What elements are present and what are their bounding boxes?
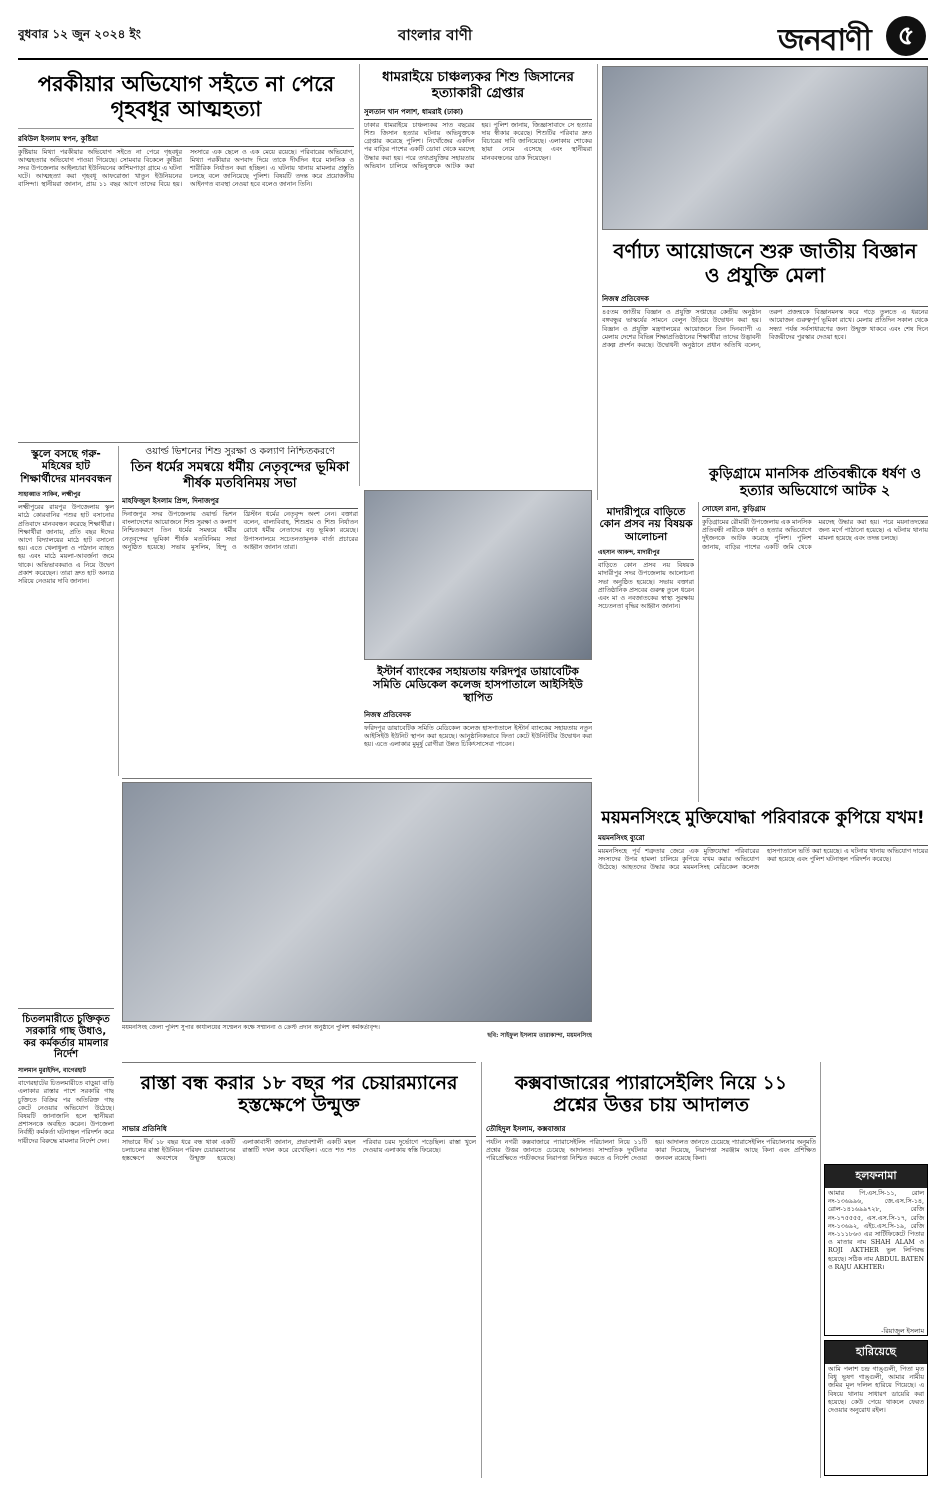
byline: ময়মনসিংহ ব্যুরো xyxy=(598,832,928,846)
byline: তৌহিদুল ইসলাম, কক্সবাজার xyxy=(486,1123,816,1137)
article-mymensingh xyxy=(598,806,928,1056)
byline: এহসান আকন্দ, মাদারীপুর xyxy=(598,547,694,560)
article-body: ঢাকার ধামরাইয়ে চাঞ্চল্যকর সাত বছরের শিশু জিসান হত্যার ঘটনায় অভিযুক্তকে গ্রেপ্তার করেছে পুলিশ। নিখোঁজের একদিন পর বাড়ির পাশের একটি ডোবা থেকে মরদেহ উদ্ধার করা হয়। পরে তথ্যপ্রযুক্তির সহায়তায় অভিযান চালিয়ে অভিযুক্তকে আটক করা হয়। পুলিশ জানায়, জিজ্ঞাসাবাদে সে হত্যার দায় স্বীকার করেছে। শিশুটির পরিবার দ্রুত বিচারের দাবি জানিয়েছে। এলাকায় শোকের ছায়া নেমে এসেছে এবং স্থানীয়রা মানববন্ধনের ডাক দিয়েছেন। xyxy=(364,121,592,170)
headline: ময়মনসিংহে মুক্তিযোদ্ধা পরিবারকে কুপিয়ে যখম! xyxy=(601,808,925,828)
affidavit-body: আমার পি.এস.সি-১১, রোল নং-১৩৬৯৯৬, জে.এস.সি-১৪, রোল-১৪১৬৯৯৭২৮, রেজি নং-১৭৫৫৫৫, এস.এস.সি-১৭, রেজি নং-১৩৬৯২, এইচ.এস.সি-১৯, রেজি নং-১১১৮৬৩ এর সার্টিফিকেটে পিতার ও মাতার নাম SHAH ALAM ও ROJI AKTHER ভুল লিপিবদ্ধ হয়েছে। সঠিক নাম ABDUL BATEN ও RAJU AKHTER। xyxy=(828,1190,924,1271)
article-body: বাড়িতে কোন প্রসব নয় বিষয়ক মাদারীপুর সদর উপজেলায় আলোচনা সভা অনুষ্ঠিত হয়েছে। সভায় বক্তারা প্রাতিষ্ঠানিক প্রসবের গুরুত্ব তুলে ধরেন এবং মা ও নবজাতকের স্বাস্থ্য সুরক্ষায় সচেতনতা বৃদ্ধির আহ্বান জানান। xyxy=(598,562,694,611)
article-body: ফরিদপুর ডায়াবেটিক সমিতি মেডিকেল কলেজ হাসপাতালে ইস্টার্ন ব্যাংকের সহায়তায় নতুন আইসিইউ ইউনিট স্থাপন করা হয়েছে। আনুষ্ঠানিকভাবে ফিতা কেটে ইউনিটটির উদ্বোধন করা হয়। এতে এলাকার মুমূর্ষু রোগীরা উন্নত চিকিৎসাসেবা পাবেন। xyxy=(364,724,592,749)
article-world-vision xyxy=(122,446,358,776)
headline: বর্ণাঢ্য আয়োজনে শুরু জাতীয় বিজ্ঞান ও প্রযুক্তি মেলা xyxy=(613,239,917,287)
headline: ইস্টার্ন ব্যাংকের সহায়তায় ফরিদপুর ডায়াবেটিক সমিতি মেডিকেল কলেজ হাসপাতালে আইসিইউ স্থাপিত xyxy=(373,665,583,704)
article-body: কুষ্টিয়ায় মিথ্যা পরকীয়ার অভিযোগ সইতে না পেরে গৃহবধূর আত্মহত্যার অভিযোগ পাওয়া গিয়েছে। সোমবার বিকেলে কুষ্টিয়া সদর উপজেলার আইলচারা ইউনিয়নের কাশিমপাড়া গ্রামে এ ঘটনা ঘটে। আত্মহত্যা করা গৃহবধূ আফরোজা খাতুন ইউনিয়নের বাসিন্দা। স্থানীয়রা জানান, প্রায় ১১ বছর আগে তাদের বিয়ে হয়। সংসারে এক ছেলে ও এক মেয়ে রয়েছে। পরিবারের অভিযোগ, মিথ্যা পরকীয়ার অপবাদ দিয়ে তাকে দীর্ঘদিন ধরে মানসিক ও শারীরিক নির্যাতন করা হচ্ছিল। এ ঘটনায় থানায় মামলার প্রস্তুতি চলছে বলে জানিয়েছে পুলিশ। বিষয়টি তদন্ত করে প্রয়োজনীয় আইনগত ব্যবস্থা নেওয়া হবে বলেও জানান তিনি। xyxy=(18,148,354,189)
science-fair-photo xyxy=(602,66,928,230)
article-body: দিনাজপুর সদর উপজেলায় ওয়ার্ল্ড ভিশন বাংলাদেশের আয়োজনে শিশু সুরক্ষা ও কল্যাণ নিশ্চিতকরণে তিন ধর্মের সমন্বয়ে ধর্মীয় নেতৃবৃন্দের ভূমিকা শীর্ষক মতবিনিময় সভা অনুষ্ঠিত হয়েছে। সভায় মুসলিম, হিন্দু ও খ্রিস্টান ধর্মের নেতৃবৃন্দ অংশ নেন। বক্তারা বলেন, বাল্যবিবাহ, শিশুশ্রম ও শিশু নির্যাতন রোধে ধর্মীয় নেতাদের বড় ভূমিকা রয়েছে। উপাসনালয়ে সচেতনতামূলক বার্তা প্রচারের আহ্বান জানান তারা। xyxy=(122,511,358,551)
photo-credit: ছবি: সাইফুল ইসলাম তারাকান্দা, ময়মনসিংহ xyxy=(487,1031,592,1039)
article-body: পর্যটন নগরী কক্সবাজারে প্যারাসেইলিং পরিচালনা নিয়ে ১১টি প্রশ্নের উত্তর জানতে চেয়েছে আদালত। সাম্প্রতিক দুর্ঘটনার পরিপ্রেক্ষিতে পর্যটকদের নিরাপত্তা নিশ্চিত করতে এ নির্দেশ দেওয়া হয়। আদালত জানতে চেয়েছে প্যারাসেইলিং পরিচালনার অনুমতি কারা দিয়েছে, নিরাপত্তা সরঞ্জাম আছে কিনা এবং প্রশিক্ষিত জনবল রয়েছে কিনা। xyxy=(486,1138,816,1163)
headline: তিন ধর্মের সমন্বয়ে ধর্মীয় নেতৃবৃন্দের ভূমিকা শীর্ষক মতবিনিময় সভা xyxy=(130,460,350,491)
byline: মাহফিজুল ইসলাম প্রিন্স, দিনাজপুর xyxy=(122,495,358,509)
article-savar-road xyxy=(122,1066,476,1478)
headline: পরকীয়ার অভিযোগ সইতে না পেরে গৃহবধূর আত্মহত্যা xyxy=(18,64,354,129)
lost-body: আমি পলাশ চন্দ্র গাঙ্গুলী, পিতা মৃত বিধু ভূষণ গাঙ্গুলী, আমার নামীয় জমির মূল দলিল হারিয়ে গিয়েছে। এ বিষয়ে থানায় সাধারণ ডায়েরি করা হয়েছে। কেউ পেয়ে থাকলে ফেরত দেওয়ার অনুরোধ রইল। xyxy=(828,1366,924,1415)
kicker: ওয়ার্ল্ড ভিশনের শিশু সুরক্ষা ও কল্যাণ নিশ্চিতকরণে xyxy=(145,446,335,457)
police-photo-caption-box xyxy=(122,1024,592,1060)
masthead-rule xyxy=(18,58,928,60)
article-kurigram xyxy=(702,462,928,802)
icu-photo xyxy=(364,490,592,660)
headline: চিতলমারীতে চুক্তিকৃত সরকারি গাছ উধাও, কর কর্মকর্তার মামলার নির্দেশ xyxy=(22,1014,110,1061)
headline: স্কুলে বসছে গরু-মহিষের হাট শিক্ষার্থীদের মানববন্ধন xyxy=(20,448,112,485)
photo-caption: ময়মনসিংহ জেলা পুলিশ সুপার কার্যালয়ের সম্মেলন কক্ষে সম্মাননা ও ক্রেস্ট প্রদান অনুষ্ঠানে পুলিশ কর্মকর্তাবৃন্দ। xyxy=(122,1024,380,1031)
byline: রবিউল ইসলাম স্বপন, কুষ্টিয়া xyxy=(18,133,354,147)
article-icu xyxy=(364,662,592,770)
byline: নিজস্ব প্রতিবেদক xyxy=(602,293,928,307)
police-ceremony-photo xyxy=(122,782,592,1022)
affidavit-notice xyxy=(824,1164,928,1336)
byline: সালমান মুরাইদিন, বাগেরহাট xyxy=(18,1065,114,1078)
byline: নিজস্ব প্রতিবেদক xyxy=(364,709,592,723)
article-body: বাগেরহাটের চিতলমারীতে বাড়ুয়া বাড়ি এলাকার রাস্তার পাশে সরকারি গাছ চুক্তিতে বিক্রির পর অতিরিক্ত গাছ কেটে নেওয়ার অভিযোগ উঠেছে। বিষয়টি জানাজানি হলে স্থানীয়রা প্রশাসনকে অবহিত করেন। উপজেলা নির্বাহী কর্মকর্তা ঘটনাস্থল পরিদর্শন করে দায়ীদের বিরুদ্ধে মামলার নির্দেশ দেন। xyxy=(18,1080,114,1145)
masthead-date: বুধবার ১২ জুন ২০২৪ ইং xyxy=(18,27,141,41)
article-dhamrai xyxy=(364,64,592,484)
paper-logo: জনবাণী xyxy=(778,23,871,58)
headline: রাস্তা বন্ধ করার ১৮ বছর পর চেয়ারম্যানের হস্তক্ষেপে উন্মুক্ত xyxy=(140,1072,458,1117)
headline: কুড়িগ্রামে মানসিক প্রতিবন্ধীকে ধর্ষণ ও হত্যার অভিযোগে আটক ২ xyxy=(708,466,922,499)
article-body: লক্ষ্মীপুরের রায়পুর উপজেলায় স্কুল মাঠে কোরবানির পশুর হাট বসানোর প্রতিবাদে মানববন্ধন করেছে শিক্ষার্থীরা। শিক্ষার্থীরা জানায়, প্রতি বছর ঈদের আগে বিদ্যালয়ের মাঠে হাট বসানো হয়। এতে খেলাধুলা ও পাঠদান ব্যাহত হয় এবং মাঠে ময়লা-আবর্জনা জমে থাকে। অভিভাবকরাও এ নিয়ে উদ্বেগ প্রকাশ করেছেন। তারা দ্রুত হাট অন্যত্র সরিয়ে নেওয়ার দাবি জানান। xyxy=(18,504,114,585)
article-coxsbazar xyxy=(486,1066,816,1478)
lost-notice xyxy=(824,1340,928,1476)
byline: সাভার প্রতিনিধি xyxy=(122,1123,476,1137)
headline: কক্সবাজারের প্যারাসেইলিং নিয়ে ১১ প্রশ্নের উত্তর চায় আদালত xyxy=(514,1072,788,1117)
article-body: সাভারে দীর্ঘ ১৮ বছর ধরে বন্ধ থাকা একটি চলাচলের রাস্তা ইউনিয়ন পরিষদ চেয়ারম্যানের হস্তক্ষেপে অবশেষে উন্মুক্ত হয়েছে। এলাকাবাসী জানান, প্রভাবশালী একটি মহল রাস্তাটি দখল করে রেখেছিল। এতে শত শত পরিবার চরম দুর্ভোগে পড়েছিল। রাস্তা খুলে দেওয়ায় এলাকায় স্বস্তি ফিরেছে। xyxy=(122,1138,476,1163)
article-body: ময়মনসিংহে পূর্ব শত্রুতার জেরে এক মুক্তিযোদ্ধা পরিবারের সদস্যদের উপর হামলা চালিয়ে কুপিয়ে যখম করার অভিযোগ উঠেছে। আহতদের উদ্ধার করে ময়মনসিংহ মেডিকেল কলেজ হাসপাতালে ভর্তি করা হয়েছে। এ ঘটনায় থানায় অভিযোগ দায়ের করা হয়েছে এবং পুলিশ ঘটনাস্থল পরিদর্শন করেছে। xyxy=(598,848,928,872)
article-body: কুড়িগ্রামের রৌমারী উপজেলায় এক মানসিক প্রতিবন্ধী নারীকে ধর্ষণ ও হত্যার অভিযোগে দুইজনকে আটক করেছে পুলিশ। পুলিশ জানায়, বাড়ির পাশের একটি জমি থেকে মরদেহ উদ্ধার করা হয়। পরে ময়নাতদন্তের জন্য মর্গে পাঠানো হয়েছে। এ ঘটনায় থানায় মামলা হয়েছে এবং তদন্ত চলছে। xyxy=(702,519,928,551)
byline: সাহাব্বাত সাকিব, লক্ষ্মীপুর xyxy=(18,489,114,502)
page-number: ৫ xyxy=(897,21,915,51)
article-madaripur xyxy=(598,502,694,802)
masthead xyxy=(18,14,928,58)
headline: মাদারীপুরে বাড়িতে কোন প্রসব নয় বিষয়ক আলোচনা xyxy=(599,506,693,543)
lost-title: হারিয়েছে xyxy=(825,1341,927,1364)
section-title: বাংলার বাণী xyxy=(398,26,473,44)
affidavit-title: হলফনামা xyxy=(825,1165,927,1188)
affidavit-sign: -রিয়াজুল ইসলাম xyxy=(881,1328,924,1335)
article-body: ৪৫তম জাতীয় বিজ্ঞান ও প্রযুক্তি সপ্তাহের কেন্দ্রীয় অনুষ্ঠান বঙ্গবন্ধুর ভাস্কর্যের সামনে বেলুন উড়িয়ে উদ্বোধন করা হয়। বিজ্ঞান ও প্রযুক্তি মন্ত্রণালয়ের আয়োজনে তিন দিনব্যাপী এ মেলায় দেশের বিভিন্ন শিক্ষাপ্রতিষ্ঠানের শিক্ষার্থীরা তাদের উদ্ভাবনী প্রকল্প প্রদর্শন করছে। উদ্বোধনী অনুষ্ঠানে প্রধান অতিথি বলেন, তরুণ প্রজন্মকে বিজ্ঞানমনস্ক করে গড়ে তুলতে এ ধরনের আয়োজন গুরুত্বপূর্ণ ভূমিকা রাখে। মেলায় প্রতিদিন সকাল থেকে সন্ধ্যা পর্যন্ত সর্বসাধারণের জন্য উন্মুক্ত থাকবে এবং শেষ দিনে বিজয়ীদের পুরস্কার দেওয়া হবে। xyxy=(602,309,928,349)
headline: ধামরাইয়ে চাঞ্চল্যকর শিশু জিসানের হত্যাকারী গ্রেপ্তার xyxy=(382,69,574,101)
article-chitalmari xyxy=(18,1012,114,1478)
article-kushtia xyxy=(18,64,354,440)
article-school-haat xyxy=(18,446,114,1006)
byline: সুলতান খান পলাশ, ধামরাই (ঢাকা) xyxy=(364,106,592,120)
article-science-fair xyxy=(602,232,928,500)
page-number-badge xyxy=(886,16,926,56)
byline: সোহেল রানা, কুড়িগ্রাম xyxy=(702,503,928,517)
